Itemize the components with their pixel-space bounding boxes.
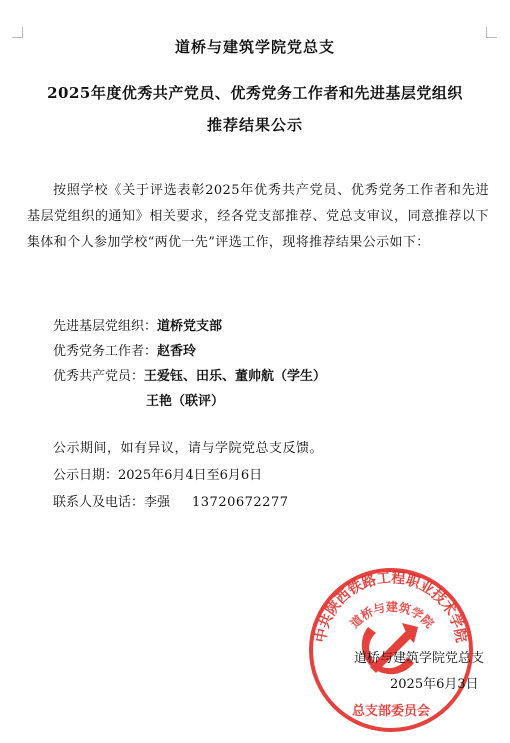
contact-label: 联系人及电话：李强 bbox=[53, 495, 171, 510]
nominee-member-label: 优秀共产党员： bbox=[53, 369, 145, 384]
document-title-line2: 推荐结果公示 bbox=[206, 116, 303, 134]
notice-period: 公示期间，如有异议，请与学院党总支反馈。 bbox=[53, 441, 324, 456]
document-header: 道桥与建筑学院党总支 bbox=[174, 38, 335, 56]
seal-bottom-text: 总支部委员会 bbox=[351, 704, 431, 719]
signature-org: 道桥与建筑学院党总支 bbox=[354, 651, 485, 666]
nominee-org-line bbox=[53, 317, 222, 337]
signature-date: 2025年6月3日 bbox=[390, 677, 479, 692]
nominee-org-value: 道桥党支部 bbox=[157, 319, 223, 334]
nominee-member-value-2: 王艳（联评） bbox=[146, 394, 225, 409]
nominee-worker-line bbox=[53, 342, 196, 362]
seal-outer-text: 中共陕西铁路工程职业技术学院 bbox=[313, 570, 469, 644]
nominee-org-label: 先进基层党组织： bbox=[53, 319, 158, 334]
contact-line bbox=[53, 493, 289, 513]
notice-date: 公示日期：2025年6月4日至6月6日 bbox=[53, 468, 263, 483]
contact-phone: 13720672277 bbox=[192, 495, 289, 510]
nominee-worker-value: 赵香玲 bbox=[157, 344, 197, 359]
seal-inner-text: 道桥与建筑学院 bbox=[347, 600, 437, 631]
nominee-member-value: 王爱钰、田乐、董帅航（学生） bbox=[144, 369, 327, 384]
body-paragraph: 按照学校《关于评选表彰2025年优秀共产党员、优秀党务工作者和先进基层党组织的通知》相关要求，经各党支部推荐、党总支审议，同意推荐以下集体和个人参加学校“两优一先”评选工作，现将推荐结果公示如下： bbox=[27, 183, 489, 250]
document-title-line1: 2025年度优秀共产党员、优秀党务工作者和先进基层党组织 bbox=[47, 84, 463, 102]
nominee-worker-label: 优秀党务工作者： bbox=[53, 344, 158, 359]
nominee-member-line bbox=[53, 367, 326, 387]
